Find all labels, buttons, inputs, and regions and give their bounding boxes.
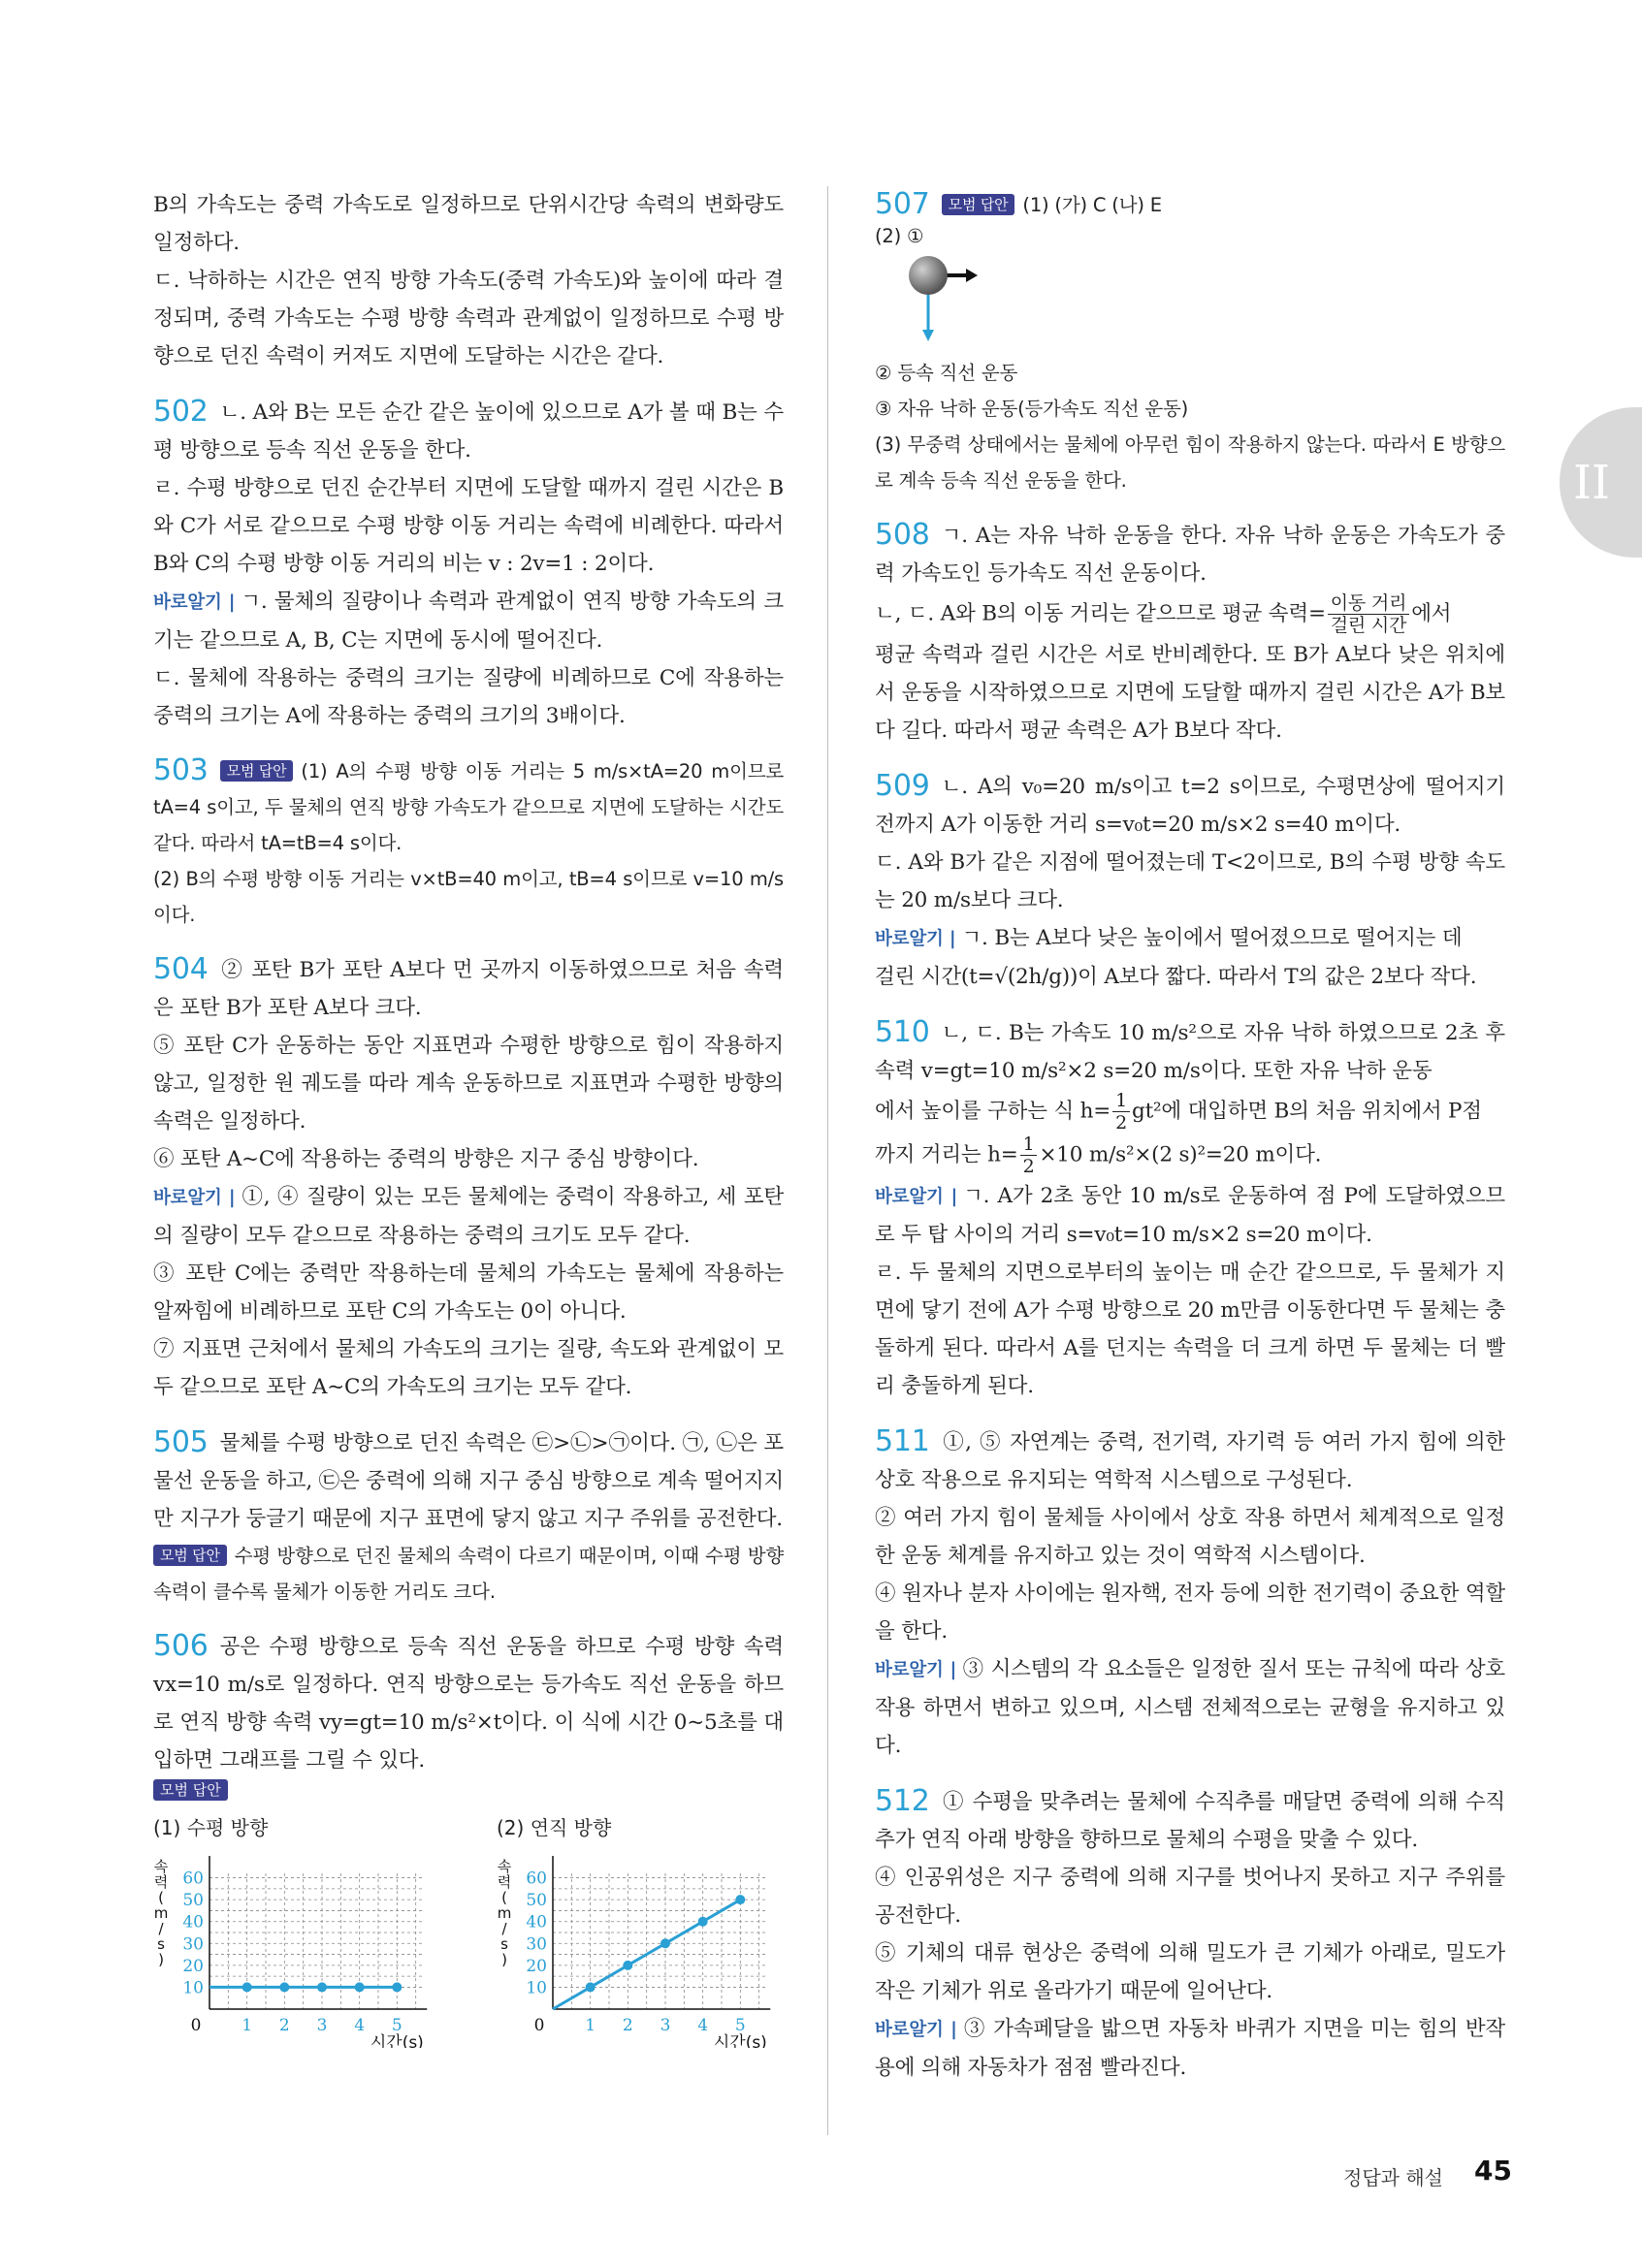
ball bbox=[909, 256, 948, 295]
y-tick-label: 40 bbox=[182, 1912, 204, 1933]
answer-502 bbox=[153, 393, 784, 735]
text-line: ⑤ 기체의 대류 현상은 중력에 의해 밀도가 큰 기체가 아래로, 밀도가 작은 기체가 위로 올라가기 때문에 일어난다. bbox=[875, 1941, 1505, 2003]
answer-503 bbox=[153, 752, 784, 933]
data-point bbox=[392, 1982, 402, 1992]
text-line: ③ 시스템의 각 요소들은 일정한 질서 또는 규칙에 따라 상호 작용 하면서 변하고 있으며, 시스템 전체적으로는 균형을 유지하고 있다. bbox=[875, 1657, 1506, 1758]
text-line: 까지 거리는 h= bbox=[875, 1142, 1018, 1167]
text-line: ② 포탄 B가 포탄 A보다 먼 곳까지 이동하였으므로 처음 속력은 포탄 B가 포탄 A보다 크다. bbox=[153, 958, 784, 1020]
data-point bbox=[317, 1982, 327, 1992]
fraction-top: 1 bbox=[1020, 1134, 1038, 1156]
data-point bbox=[279, 1982, 289, 1992]
data-point bbox=[242, 1982, 252, 1992]
x-tick-label: 1 bbox=[585, 2016, 596, 2035]
model-answer-badge: 모범 답안 bbox=[942, 194, 1015, 215]
y-axis-label-char: m bbox=[153, 1904, 169, 1922]
y-axis-label-char: s bbox=[157, 1935, 165, 1953]
answer-512 bbox=[875, 1782, 1505, 2087]
correction-label: 바로알기 | bbox=[875, 929, 956, 949]
x-tick-label: 0 bbox=[190, 2016, 202, 2035]
answer-509 bbox=[875, 767, 1505, 996]
data-point bbox=[586, 1982, 596, 1992]
fraction-bottom: 걸린 시간 bbox=[1330, 615, 1407, 636]
page-number: 45 bbox=[1474, 2155, 1512, 2187]
graph-title: (1) 수평 방향 bbox=[153, 1816, 269, 1839]
correction-label: 바로알기 | bbox=[875, 1660, 957, 1680]
model-answer-badge: 모범 답안 bbox=[220, 760, 294, 782]
question-number: 506 bbox=[153, 1629, 209, 1663]
y-axis-label-char: 력 bbox=[497, 1873, 512, 1891]
text-line: ④ 원자나 분자 사이에는 원자핵, 전자 등에 의한 전기력이 중요한 역할을 한다. bbox=[875, 1581, 1505, 1644]
correction-label: 바로알기 | bbox=[875, 2020, 957, 2040]
y-axis-label-char: 속 bbox=[497, 1858, 512, 1875]
text-line: 걸린 시간 bbox=[875, 965, 961, 989]
text-line: 공은 수평 방향으로 등속 직선 운동을 하므로 수평 방향 속력 vx=10 m/s로 일정하다. 연직 방향으로는 등가속도 직선 운동을 하므로 연직 방향 속력 vy=gt=10 m/s²×t이다. 이 식에 시간 0~5초를 대입하면 그래프를 그릴 수 있다. bbox=[153, 1635, 784, 1773]
fraction bbox=[1112, 1090, 1130, 1134]
y-axis-label-char: ( bbox=[501, 1889, 507, 1906]
x-tick-label: 5 bbox=[734, 2016, 746, 2035]
data-point bbox=[660, 1938, 670, 1948]
y-axis-label-char: ( bbox=[158, 1889, 164, 1906]
text-line: ×10 m/s²×(2 s)²=20 m이다. bbox=[1039, 1142, 1322, 1167]
text-line: (2) ① bbox=[875, 225, 924, 247]
text-line: B의 가속도는 중력 가속도로 일정하므로 단위시간당 속력의 변화량도 일정하다. bbox=[153, 193, 784, 255]
y-tick-label: 10 bbox=[526, 1978, 547, 1998]
x-tick-label: 0 bbox=[533, 2016, 545, 2035]
text-line: ①, ④ 질량이 있는 모든 물체에는 중력이 작용하고, 세 포탄의 질량이 모두 같으므로 작용하는 중력의 크기도 모두 같다. bbox=[153, 1185, 784, 1248]
data-point bbox=[698, 1917, 708, 1927]
fraction bbox=[1328, 592, 1409, 636]
text-line: 물체를 수평 방향으로 던진 속력은 ㉢>㉡>㉠이다. ㉠, ㉡은 포물선 운동을 하고, ㉢은 중력에 의해 지구 중심 방향으로 계속 떨어지지만 지구가 둥글기 때문에 지구 표면에 닿지 않고 지구 주위를 공전한다. bbox=[153, 1431, 784, 1531]
fraction-bottom: 2 bbox=[1115, 1112, 1128, 1134]
y-axis-label-char: 력 bbox=[153, 1873, 169, 1891]
vertical-arrowhead bbox=[922, 330, 934, 341]
y-tick-label: 20 bbox=[526, 1956, 547, 1976]
graph-horizontal bbox=[153, 1806, 473, 2052]
left-column bbox=[153, 186, 784, 2069]
text-line: ⑦ 지표면 근처에서 물체의 가속도의 크기는 질량, 속도와 관계없이 모두 같으므로 포탄 A~C의 가속도의 크기는 모두 같다. bbox=[153, 1337, 784, 1399]
y-axis-label-char: / bbox=[158, 1920, 164, 1937]
x-axis-label: 시간(s) bbox=[370, 2033, 424, 2048]
fraction-top: 1 bbox=[1112, 1090, 1130, 1112]
text-line: ㄷ. A와 B가 같은 지점에 떨어졌는데 T<2이므로, B의 수평 방향 속도는 20 m/s보다 크다. bbox=[875, 850, 1505, 912]
text-line: ㄷ. 낙하하는 시간은 연직 방향 가속도(중력 가속도)와 높이에 따라 결정되며, 중력 가속도는 수평 방향 속력과 관계없이 일정하므로 수평 방향으로 던진 속력이 커져도 지면에 도달하는 시간은 같다. bbox=[153, 269, 784, 368]
text-line: ㄴ. A와 B는 모든 순간 같은 높이에 있으므로 A가 볼 때 B는 수평 방향으로 등속 직선 운동을 한다. bbox=[153, 400, 784, 463]
text-line: ② 등속 직선 운동 bbox=[875, 362, 1018, 384]
text-line: 에서 bbox=[1411, 601, 1452, 626]
text-line: ③ 가속페달을 밟으면 자동차 바퀴가 지면을 미는 힘의 반작용에 의해 자동차가 점점 빨라진다. bbox=[875, 2017, 1505, 2080]
y-axis-label-char: ) bbox=[501, 1951, 507, 1968]
answer-506 bbox=[153, 1627, 784, 2052]
text-line: ㄴ, ㄷ. B는 가속도 10 m/s²으로 자유 낙하 하였으므로 2초 후 속력 v=gt=10 m/s²×2 s=20 m/s이다. 또한 자유 낙하 운동 bbox=[875, 1021, 1505, 1083]
text-line: ㄱ. A는 자유 낙하 운동을 한다. 자유 낙하 운동은 가속도가 중력 가속도인 등가속도 직선 운동이다. bbox=[875, 524, 1505, 586]
fraction-bottom: 2 bbox=[1022, 1156, 1035, 1177]
text-line: ㄱ. B는 A보다 낮은 높이에서 떨어졌으므로 떨어지는 데 bbox=[961, 926, 1463, 950]
graph-vertical bbox=[497, 1806, 817, 2052]
right-column bbox=[875, 186, 1505, 2104]
text-line: (1) A의 수평 방향 이동 거리는 5 m/s×tA=20 m이므로 tA=4 s이고, 두 물체의 연직 방향 가속도가 같으므로 지면에 도달하는 시간도 같다. 따라서 tA=tB=4 s이다. bbox=[153, 760, 784, 854]
answer-507 bbox=[875, 186, 1505, 498]
x-tick-label: 3 bbox=[316, 2016, 328, 2035]
model-answer-badge: 모범 답안 bbox=[153, 1779, 228, 1801]
text-line: ⑥ 포탄 A~C에 작용하는 중력의 방향은 지구 중심 방향이다. bbox=[153, 1147, 699, 1171]
correction-label: 바로알기 | bbox=[153, 1188, 236, 1208]
y-axis-label-char: s bbox=[500, 1935, 508, 1953]
text-line: ① 수평을 맞추려는 물체에 수직추를 매달면 중력에 의해 수직추가 연직 아래 방향을 향하므로 물체의 수평을 맞출 수 있다. bbox=[875, 1790, 1505, 1852]
ball-motion-diagram bbox=[875, 252, 1069, 349]
text-line: 평균 속력과 걸린 시간은 서로 반비례한다. 또 B가 A보다 낮은 위치에서 운동을 시작하였으므로 지면에 도달할 때까지 걸린 시간은 A가 B보다 길다. 따라서 평균 속력은 A가 B보다 작다. bbox=[875, 643, 1505, 743]
x-tick-label: 4 bbox=[697, 2016, 709, 2035]
question-number: 505 bbox=[153, 1425, 209, 1459]
text-line: ㄴ. A의 v₀=20 m/s이고 t=2 s이므로, 수평면상에 떨어지기 전까지 A가 이동한 거리 s=v₀t=20 m/s×2 s=40 m이다. bbox=[875, 775, 1505, 837]
question-number: 507 bbox=[875, 187, 930, 221]
fraction bbox=[1020, 1134, 1038, 1177]
question-number: 502 bbox=[153, 395, 209, 429]
chart-vertical-velocity bbox=[497, 1844, 817, 2048]
text-line: ㄱ. A가 2초 동안 10 m/s로 운동하여 점 P에 도달하였으므로 두 탑 사이의 거리 s=v₀t=10 m/s×2 s=20 m이다. bbox=[875, 1184, 1506, 1247]
question-number: 509 bbox=[875, 769, 930, 803]
text-line: ①, ⑤ 자연계는 중력, 전기력, 자기력 등 여러 가지 힘에 의한 상호 작용으로 유지되는 역학적 시스템으로 구성된다. bbox=[875, 1430, 1505, 1492]
y-tick-label: 50 bbox=[526, 1891, 547, 1911]
x-tick-label: 4 bbox=[354, 2016, 366, 2035]
text-line: ③ 자유 낙하 운동(등가속도 직선 운동) bbox=[875, 398, 1189, 420]
chart-horizontal-velocity bbox=[153, 1844, 473, 2048]
y-axis-label-char: m bbox=[497, 1904, 512, 1922]
correction-label: 바로알기 | bbox=[153, 592, 236, 613]
text-line: 이 A보다 짧다. 따라서 T의 값은 2보다 작다. bbox=[1078, 965, 1477, 989]
question-number: 510 bbox=[875, 1015, 930, 1049]
text-line: ㄷ. 물체에 작용하는 중력의 크기는 질량에 비례하므로 C에 작용하는 중력의 크기는 A에 작용하는 중력의 크기의 3배이다. bbox=[153, 666, 784, 728]
text-line: ㄹ. 수평 방향으로 던진 순간부터 지면에 도달할 때까지 걸린 시간은 B와 C가 서로 같으므로 수평 방향 이동 거리는 속력에 비례한다. 따라서 B와 C의 수평 방향 이동 거리의 비는 v : 2v=1 : 2이다. bbox=[153, 476, 784, 576]
answer-510 bbox=[875, 1013, 1505, 1405]
graph-title: (2) 연직 방향 bbox=[497, 1816, 612, 1839]
text-line: gt²에 대입하면 B의 처음 위치에서 P점 bbox=[1132, 1099, 1482, 1124]
question-number: 511 bbox=[875, 1424, 930, 1458]
text-line: (1) (가) C (나) E bbox=[1022, 194, 1162, 216]
text-line: ③ 포탄 C에는 중력만 작용하는데 물체의 가속도는 물체에 작용하는 알짜힘에 비례하므로 포탄 C의 가속도는 0이 아니다. bbox=[153, 1262, 784, 1324]
text-line: ② 여러 가지 힘이 물체들 사이에서 상호 작용 하면서 체계적으로 일정한 운동 체계를 유지하고 있는 것이 역학적 시스템이다. bbox=[875, 1506, 1505, 1568]
question-number: 503 bbox=[153, 753, 209, 787]
y-axis-label-char: / bbox=[501, 1920, 507, 1937]
text-line: (2) B의 수평 방향 이동 거리는 v×tB=40 m이고, tB=4 s이므로 v=10 m/s이다. bbox=[153, 868, 784, 926]
formula: (t=√(2h/g)) bbox=[960, 965, 1079, 989]
graphs-row bbox=[153, 1806, 784, 2052]
column-divider bbox=[827, 186, 828, 2135]
text-line: ㄴ, ㄷ. A와 B의 이동 거리는 같으므로 평균 속력= bbox=[875, 601, 1326, 626]
question-number: 512 bbox=[875, 1784, 930, 1818]
y-tick-label: 60 bbox=[182, 1869, 204, 1889]
answer-504 bbox=[153, 950, 784, 1406]
text-line: 수평 방향으로 던진 물체의 속력이 다르기 때문이며, 이때 수평 방향 속력이 클수록 물체가 이동한 거리도 크다. bbox=[153, 1545, 784, 1603]
text-line: ⑤ 포탄 C가 운동하는 동안 지표면과 수평한 방향으로 힘이 작용하지 않고, 일정한 원 궤도를 따라 계속 운동하므로 지표면과 수평한 방향의 속력은 일정하다. bbox=[153, 1034, 784, 1134]
y-tick-label: 10 bbox=[182, 1978, 204, 1998]
y-tick-label: 30 bbox=[526, 1934, 547, 1955]
question-number: 508 bbox=[875, 518, 930, 552]
y-tick-label: 20 bbox=[182, 1956, 204, 1976]
x-tick-label: 2 bbox=[622, 2016, 633, 2035]
x-axis-label: 시간(s) bbox=[713, 2033, 767, 2048]
chapter-tab-label: II bbox=[1573, 456, 1610, 510]
text-line: ④ 인공위성은 지구 중력에 의해 지구를 벗어나지 못하고 지구 주위를 공전한다. bbox=[875, 1866, 1505, 1928]
y-tick-label: 60 bbox=[526, 1869, 547, 1889]
data-point bbox=[623, 1961, 632, 1970]
x-tick-label: 3 bbox=[660, 2016, 671, 2035]
model-answer-badge: 모범 답안 bbox=[153, 1545, 227, 1566]
y-tick-label: 40 bbox=[526, 1912, 547, 1933]
text-line: (3) 무중력 상태에서는 물체에 아무런 힘이 작용하지 않는다. 따라서 E 방향으로 계속 등속 직선 운동을 한다. bbox=[875, 433, 1505, 492]
answer-508 bbox=[875, 516, 1505, 750]
text-line: ㄹ. 두 물체의 지면으로부터의 높이는 매 순간 같으므로, 두 물체가 지면에 닿기 전에 A가 수평 방향으로 20 m만큼 이동한다면 두 물체는 충돌하게 된다. 따라서 A를 던지는 속력을 더 크게 하면 두 물체는 더 빨리 충돌하게 된다. bbox=[875, 1261, 1505, 1398]
footer-label: 정답과 해설 bbox=[1343, 2166, 1443, 2189]
y-tick-label: 30 bbox=[182, 1934, 204, 1955]
question-number: 504 bbox=[153, 952, 209, 986]
x-tick-label: 1 bbox=[241, 2016, 253, 2035]
x-tick-label: 2 bbox=[278, 2016, 290, 2035]
data-point bbox=[735, 1895, 745, 1904]
answer-511 bbox=[875, 1422, 1505, 1765]
correction-label: 바로알기 | bbox=[875, 1187, 958, 1207]
y-axis-label-char: 속 bbox=[153, 1858, 169, 1875]
x-tick-label: 5 bbox=[391, 2016, 402, 2035]
fraction-top: 이동 거리 bbox=[1328, 592, 1409, 615]
text-line: ㄱ. 물체의 질량이나 속력과 관계없이 연직 방향 가속도의 크기는 같으므로 A, B, C는 지면에 동시에 떨어진다. bbox=[153, 590, 784, 653]
answer-501-continued bbox=[153, 186, 784, 375]
horizontal-arrowhead bbox=[966, 269, 978, 282]
y-tick-label: 50 bbox=[182, 1891, 204, 1911]
data-point bbox=[355, 1982, 365, 1992]
text-line: 에서 높이를 구하는 식 h= bbox=[875, 1099, 1111, 1124]
y-axis-label-char: ) bbox=[158, 1951, 164, 1968]
answer-505 bbox=[153, 1423, 784, 1610]
